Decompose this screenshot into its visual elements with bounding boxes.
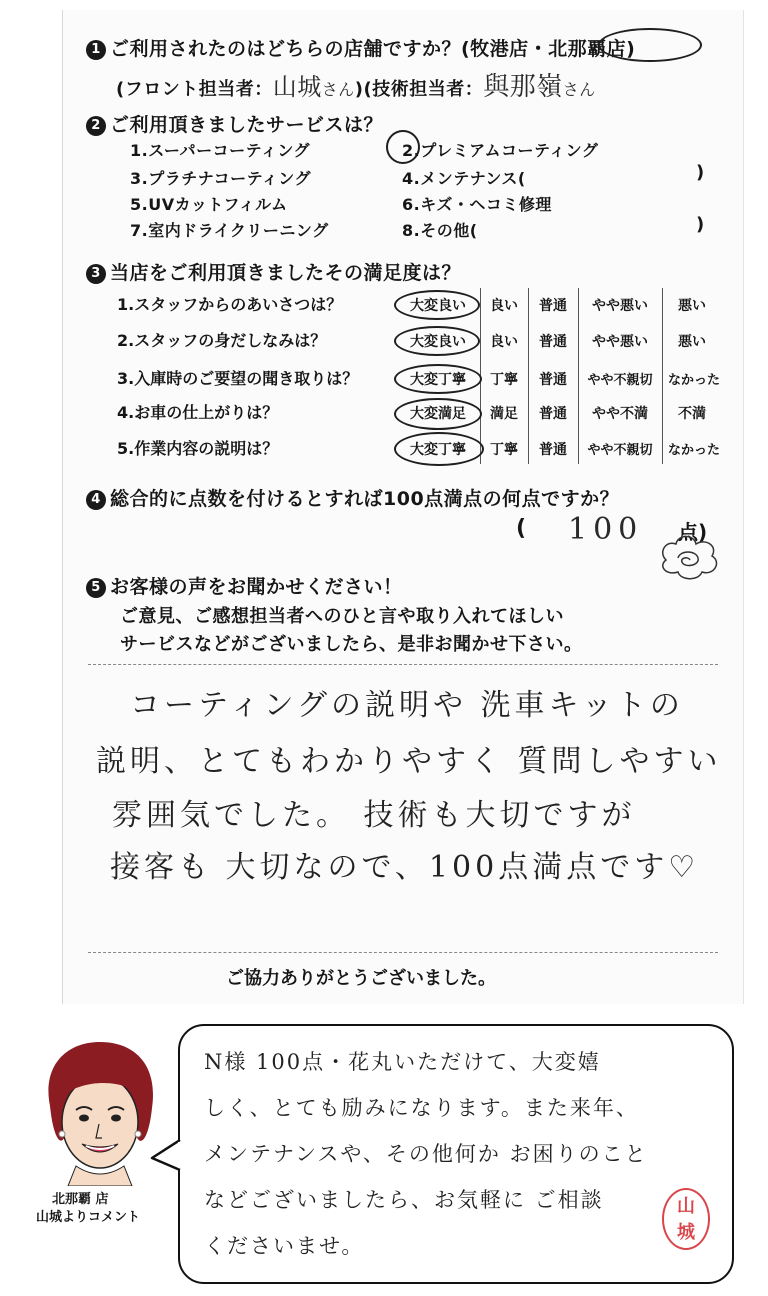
question-3 (86, 258, 461, 285)
staff-caption-store: 北那覇 店 (52, 1192, 109, 1207)
rating-option: 普通 (539, 334, 567, 350)
service-option: 5.UVカットフィルム (130, 195, 288, 214)
staff-line (116, 66, 596, 103)
hanamaru-flower-icon (656, 532, 724, 582)
selected-rating-circle (394, 326, 480, 356)
divider (88, 952, 718, 953)
rating-option: 大変良い (410, 298, 466, 314)
question-number: 5 (86, 578, 106, 598)
table-divider (528, 288, 529, 464)
customer-comment-line: 雰囲気でした。 技術も大切ですが (112, 798, 636, 833)
table-divider (578, 288, 579, 464)
staff-reply-line: メンテナンスや、その他何か お困りのこと (204, 1142, 648, 1166)
rating-option: 悪い (678, 298, 706, 314)
staff-reply-line: N様 100点・花丸いただけて、大変嬉 (204, 1050, 601, 1074)
rating-option: なかった (667, 373, 720, 388)
rating-row-label: 3.入庫時のご要望の聞き取りは？ (117, 369, 359, 388)
speech-bubble-tail (150, 1136, 184, 1176)
rating-option: 丁寧 (490, 372, 518, 388)
table-divider (662, 288, 663, 464)
service-option: 1.スーパーコーティング (130, 141, 311, 160)
question-text: ご利用頂きましたサービスは？ (110, 114, 384, 136)
service-option: 8.その他( (402, 221, 478, 240)
selected-rating-circle (394, 398, 482, 430)
rating-option: やや不親切 (587, 373, 653, 388)
rating-row-label: 5.作業内容の説明は？ (117, 439, 279, 458)
rating-option: 不満 (678, 406, 706, 422)
question-number: 2 (86, 116, 106, 136)
staff-reply-line: などございましたら、お気軽に ご相談 (204, 1188, 604, 1212)
question-number: 4 (86, 490, 106, 510)
customer-comment-line: コーティングの説明や 洗車キットの (130, 688, 684, 723)
rating-row-label: 2.スタッフの身だしなみは？ (117, 331, 327, 350)
rating-row-label: 4.お車の仕上がりは？ (117, 403, 279, 422)
front-staff-name: 山城 (272, 73, 322, 101)
rating-option: 普通 (539, 372, 567, 388)
question-4 (86, 484, 619, 511)
rating-option: 悪い (678, 334, 706, 350)
staff-portrait-avatar (36, 1036, 166, 1186)
selected-service-circle (386, 130, 420, 164)
customer-comment-line: 説明、とてもわかりやすく 質問しやすい (96, 744, 722, 779)
rating-option: 普通 (539, 442, 567, 458)
front-staff-label: (フロント担当者： (116, 79, 273, 100)
score-unit: 点) (678, 520, 708, 544)
name-seal-stamp: 山 城 (662, 1188, 710, 1250)
rating-option: なかった (667, 443, 720, 458)
question-text: 総合的に点数を付けるとすれば100点満点の何点ですか？ (110, 488, 620, 510)
question-2 (86, 110, 383, 137)
staff-reply-line: くださいませ。 (204, 1234, 365, 1258)
rating-option: 大変丁寧 (410, 442, 466, 458)
question-text: 当店をご利用頂きましたその満足度は？ (110, 262, 462, 284)
close-paren: ) (696, 162, 705, 183)
service-option: 3.プラチナコーティング (130, 169, 311, 188)
selected-rating-circle (394, 364, 482, 394)
customer-comment-line: 接客も 大切なので、100点満点です♡ (110, 850, 700, 885)
staff-caption-comment: 山城よりコメント (36, 1210, 141, 1225)
service-option: 4.メンテナンス( (402, 169, 526, 188)
question-text: お客様の声をお聞かせください！ (110, 576, 403, 598)
score-value: 100 (568, 512, 644, 547)
question-number: 3 (86, 264, 106, 284)
honorific: さん (562, 80, 596, 99)
divider (88, 664, 718, 665)
question-5-sub: ご意見、ご感想担当者へのひと言や取り入れてほしい (120, 606, 564, 627)
selected-rating-circle (394, 290, 480, 320)
rating-option: 良い (490, 334, 518, 350)
rating-option: 良い (490, 298, 518, 314)
thanks-text: ご協力ありがとうございました。 (226, 968, 496, 989)
service-option: 7.室内ドライクリーニング (130, 221, 329, 240)
rating-option: やや悪い (592, 298, 648, 314)
rating-option: 普通 (539, 406, 567, 422)
rating-option: やや悪い (592, 334, 648, 350)
question-number: 1 (86, 40, 106, 60)
rating-row-label: 1.スタッフからのあいさつは？ (117, 295, 343, 314)
selected-store-circle (598, 28, 702, 62)
rating-option: 大変丁寧 (410, 372, 466, 388)
honorific: さん (321, 80, 355, 99)
rating-option: やや不親切 (587, 443, 653, 458)
question-5 (86, 572, 403, 599)
service-option: 6.キズ・ヘコミ修理 (402, 195, 552, 214)
rating-option: 満足 (490, 406, 518, 422)
service-option: 2.プレミアムコーティング (402, 141, 599, 160)
question-text: ご利用されたのはどちらの店舗ですか？(牧港店・北那覇店) (110, 38, 636, 60)
selected-rating-circle (394, 432, 484, 466)
score-open-paren: ( (516, 516, 527, 541)
question-5-sub: サービスなどがございましたら、是非お聞かせ下さい。 (120, 634, 583, 655)
staff-reply-line: しく、とても励みになります。また来年、 (204, 1096, 639, 1120)
tech-staff-name: 與那嶺 (483, 72, 563, 102)
rating-option: 丁寧 (490, 442, 518, 458)
tech-staff-label: )(技術担当者： (354, 79, 484, 100)
rating-option: やや不満 (592, 406, 648, 422)
question-1 (86, 34, 635, 61)
rating-option: 大変良い (410, 334, 466, 350)
rating-option: 普通 (539, 298, 567, 314)
close-paren: ) (696, 214, 705, 235)
rating-option: 大変満足 (410, 406, 466, 422)
